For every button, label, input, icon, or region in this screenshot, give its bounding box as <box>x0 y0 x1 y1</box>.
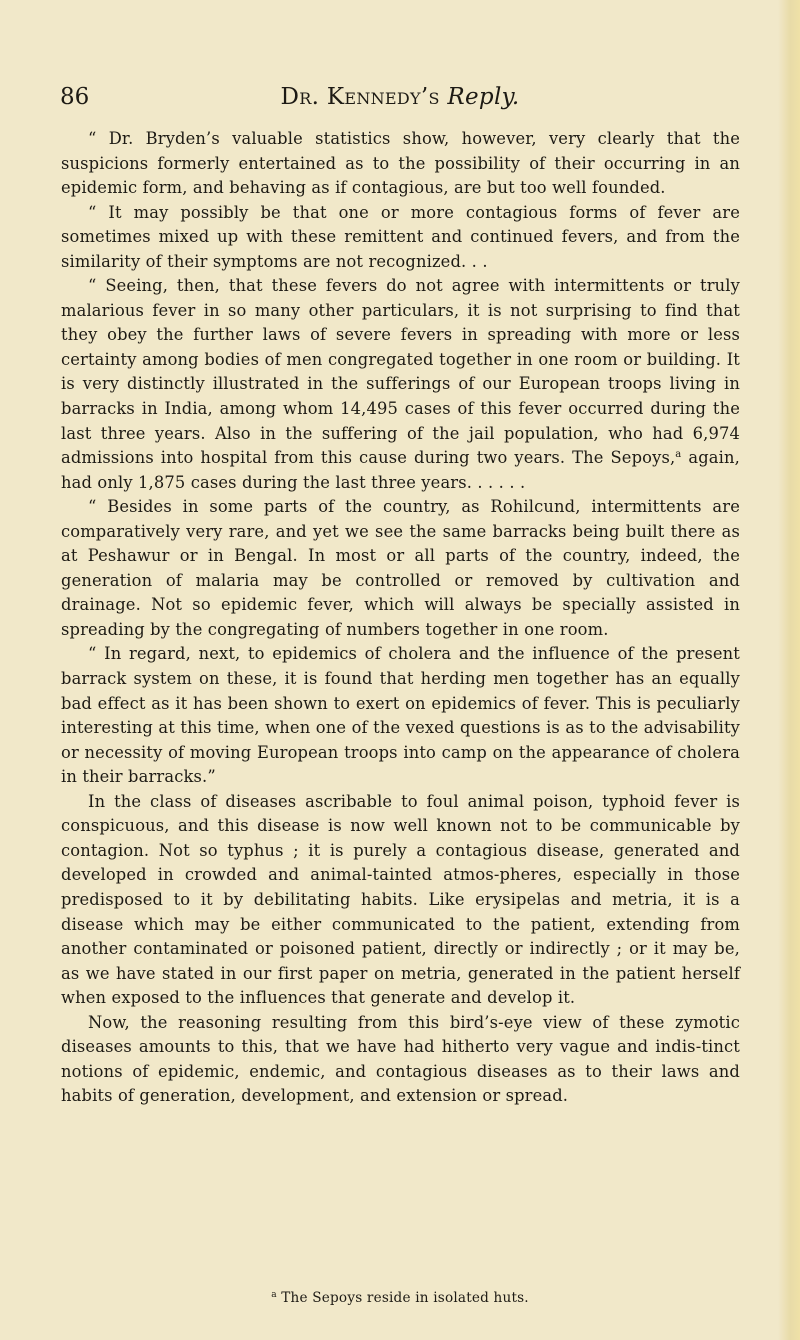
footnote-text: The Sepoys reside in isolated huts. <box>276 1290 529 1306</box>
running-head <box>60 84 740 110</box>
paragraph-4: “ Besides in some parts of the country, as Rohilcund, intermittents are comparatively very rare, and yet we see the same barracks being built there as at Peshawur or in Bengal. In most or all parts of the country, indeed, the generation of malaria may be controlled or removed by cultivation and drainage. Not so epidemic fever, which will always be specially assisted in spreading by the congregating of numbers together in one room. <box>61 497 740 639</box>
page-number: 86 <box>60 84 90 110</box>
paragraph-7: Now, the reasoning resulting from this bird’s-eye view of these zymotic diseases amounts to this, that we have had hitherto very vague and indis-tinct notions of epidemic, endemic, and contagious diseases as to their laws and habits of generation, development, and extension or spread. <box>61 1012 740 1106</box>
footnote-reference: a <box>675 449 682 461</box>
paragraph-3 <box>61 274 740 495</box>
paragraph-3-text: “ Seeing, then, that these fevers do not agree with intermittents or truly malarious fever in so many other particulars, it is not surprising to find that they obey the further laws of severe fevers in spreading with more or less certainty among bodies of men congregated together in one room or building. It is very distinctly illustrated in the sufferings of our European troops living in barracks in India, among whom 14,495 cases of this fever occurred during the last three years. Also in the suffering of the jail population, who had 6,974 admissions into hospital from this cause during two years. The Sepoys, <box>61 276 740 468</box>
running-head-title: Reply. <box>447 84 520 110</box>
paragraph-2: “ It may possibly be that one or more contagious forms of fever are sometimes mixed up with these remittent and continued fevers, and from the similarity of their symptoms are not recognized. . . <box>61 202 740 271</box>
page-edge-shadow <box>778 0 800 1340</box>
paragraph-1: “ Dr. Bryden’s valuable statistics show, however, very clearly that the suspicions formerly entertained as to the possibility of their occurring in an epidemic form, and behaving as if contagious, are but too well founded. <box>61 129 740 198</box>
paragraph-3-continuation: again, had only 1,875 cases during the last three years. . . . . . <box>61 448 740 492</box>
footnote <box>0 1290 800 1306</box>
footnote-marker: a <box>271 1290 277 1300</box>
paragraph-5: “ In regard, next, to epidemics of cholera and the influence of the present barrack system on these, it is found that herding men together has an equally bad effect as it has been shown to exert on epidemics of fever. This is peculiarly interesting at this time, when one of the vexed questions is as to the advisability or necessity of moving European troops into camp on the appearance of cholera in their barracks.” <box>61 644 740 787</box>
running-head-name: Dr. Kennedy’s <box>280 84 440 110</box>
paragraph-6: In the class of diseases ascribable to foul animal poison, typhoid fever is conspicuous, and this disease is now well known not to be communicable by contagion. Not so typhus ; it is purely a contagious disease, generated and developed in crowded and animal-tainted atmos-pheres, especially in those predisposed to it by debilitating habits. Like erysipelas and metria, it is a disease which may be either communicated to the patient, extending from another contaminated or poisoned patient, directly or indirectly ; or it may be, as we have stated in our first paper on metria, generated in the patient herself when exposed to the influences that generate and develop it. <box>61 791 740 1008</box>
page-header <box>60 84 740 124</box>
body-text <box>61 127 740 1109</box>
